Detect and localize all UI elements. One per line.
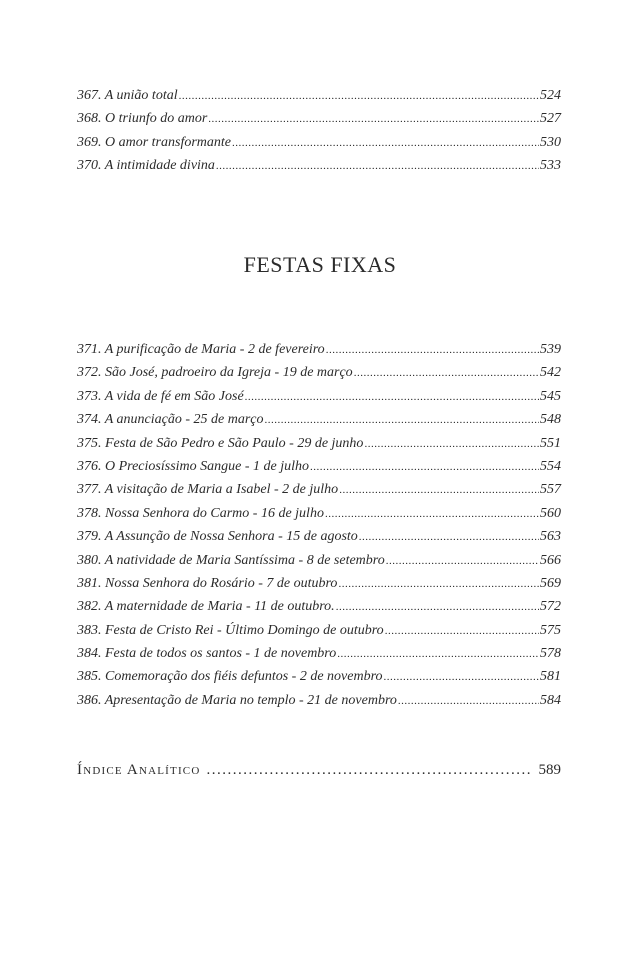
toc-entry-page: 578 — [540, 646, 561, 662]
toc-entry[interactable] — [77, 669, 561, 692]
toc-entry[interactable] — [77, 623, 561, 646]
toc-entry-title: 369. O amor transformante — [77, 134, 232, 150]
toc-entry-page: 530 — [540, 134, 561, 150]
dot-leader — [216, 160, 539, 172]
toc-entry[interactable] — [77, 111, 561, 134]
dot-leader — [354, 367, 539, 379]
toc-entry[interactable] — [77, 459, 561, 482]
toc-entry-page: 524 — [540, 88, 561, 103]
toc-entry[interactable] — [77, 599, 561, 622]
toc-entry-page: 539 — [540, 342, 561, 357]
toc-entry[interactable] — [77, 553, 561, 576]
toc-entry-title: 382. A maternidade de Maria - 11 de outubro. — [77, 599, 335, 615]
toc-entry-title: 370. A intimidade divina — [77, 158, 215, 174]
toc-entry-title: 379. A Assunção de Nossa Senhora - 15 de agosto — [77, 529, 358, 545]
toc-entry-title: 384. Festa de todos os santos - 1 de novembro — [77, 646, 337, 662]
toc-entry[interactable] — [77, 88, 561, 111]
toc-entry-page: 545 — [540, 388, 561, 404]
toc-entry-page: 572 — [540, 599, 561, 615]
toc-entry-title: 380. A natividade de Maria Santíssima - 8 de setembro — [77, 552, 385, 568]
toc-entry-title: 383. Festa de Cristo Rei - Último Domingo de outubro — [77, 622, 384, 638]
dot-leader — [207, 762, 533, 779]
toc-entry-page: 569 — [540, 575, 561, 591]
toc-entry-page: 575 — [540, 622, 561, 638]
toc-entry-page: 551 — [540, 435, 561, 451]
toc-entry-page: 527 — [540, 111, 561, 127]
toc-entry-title: 373. A vida de fé em São José — [77, 388, 244, 404]
toc-entry-page: 566 — [540, 552, 561, 568]
toc-list-top — [77, 88, 561, 182]
section-heading: FESTAS FIXAS — [243, 252, 397, 277]
toc-entry[interactable] — [77, 482, 561, 505]
toc-entry[interactable] — [77, 506, 561, 529]
toc-list-fixed-feasts — [77, 342, 561, 716]
toc-entry-page: 557 — [540, 482, 561, 498]
toc-entry-title: 374. A anunciação - 25 de março — [77, 412, 264, 428]
toc-entry[interactable] — [77, 436, 561, 459]
dot-leader — [338, 578, 539, 590]
toc-entry-page: 548 — [540, 412, 561, 428]
dot-leader — [245, 391, 539, 403]
toc-entry-title: 376. O Preciosíssimo Sangue - 1 de julho — [77, 458, 310, 474]
toc-entry[interactable] — [77, 365, 561, 388]
toc-entry-title: 367. A união total — [77, 88, 178, 103]
toc-entry[interactable] — [77, 646, 561, 669]
toc-entry-title: 372. São José, padroeiro da Igreja - 19 de março — [77, 365, 353, 381]
dot-leader — [384, 671, 540, 683]
toc-entry-page: 542 — [540, 365, 561, 381]
dot-leader — [336, 601, 539, 613]
dot-leader — [326, 344, 539, 356]
toc-entry[interactable] — [77, 576, 561, 599]
dot-leader — [265, 414, 539, 426]
dot-leader — [364, 438, 539, 450]
dot-leader — [359, 531, 539, 543]
toc-entry-page: 581 — [540, 669, 561, 685]
dot-leader — [232, 137, 539, 149]
toc-entry[interactable] — [77, 389, 561, 412]
dot-leader — [398, 695, 539, 707]
index-entry-page: 589 — [538, 762, 561, 778]
dot-leader — [179, 90, 539, 102]
toc-entry[interactable] — [77, 158, 561, 181]
toc-entry-page: 584 — [540, 692, 561, 708]
toc-entry-title: 381. Nossa Senhora do Rosário - 7 de outubro — [77, 575, 338, 591]
dot-leader — [208, 113, 539, 125]
toc-entry-title: 371. A purificação de Maria - 2 de fevereiro — [77, 342, 325, 357]
dot-leader — [337, 648, 539, 660]
toc-entry-page: 533 — [540, 158, 561, 174]
dot-leader — [310, 461, 539, 473]
index-entry[interactable] — [77, 762, 561, 779]
toc-entry-title: 377. A visitação de Maria a Isabel - 2 de julho — [77, 482, 339, 498]
toc-entry[interactable] — [77, 412, 561, 435]
dot-leader — [386, 555, 539, 567]
toc-entry-title: 375. Festa de São Pedro e São Paulo - 29 de junho — [77, 435, 364, 451]
toc-entry-page: 563 — [540, 529, 561, 545]
index-entry-title: Índice Analítico — [77, 762, 201, 778]
toc-entry[interactable] — [77, 693, 561, 716]
toc-entry[interactable] — [77, 342, 561, 365]
toc-entry-title: 378. Nossa Senhora do Carmo - 16 de julho — [77, 505, 324, 521]
dot-leader — [325, 508, 539, 520]
toc-entry[interactable] — [77, 135, 561, 158]
toc-entry-title: 368. O triunfo do amor — [77, 111, 208, 127]
dot-leader — [385, 625, 539, 637]
toc-entry-title: 385. Comemoração dos fiéis defuntos - 2 de novembro — [77, 669, 383, 685]
toc-entry[interactable] — [77, 529, 561, 552]
toc-entry-page: 560 — [540, 505, 561, 521]
toc-entry-title: 386. Apresentação de Maria no templo - 21 de novembro — [77, 692, 397, 708]
dot-leader — [339, 484, 539, 496]
toc-entry-page: 554 — [540, 458, 561, 474]
